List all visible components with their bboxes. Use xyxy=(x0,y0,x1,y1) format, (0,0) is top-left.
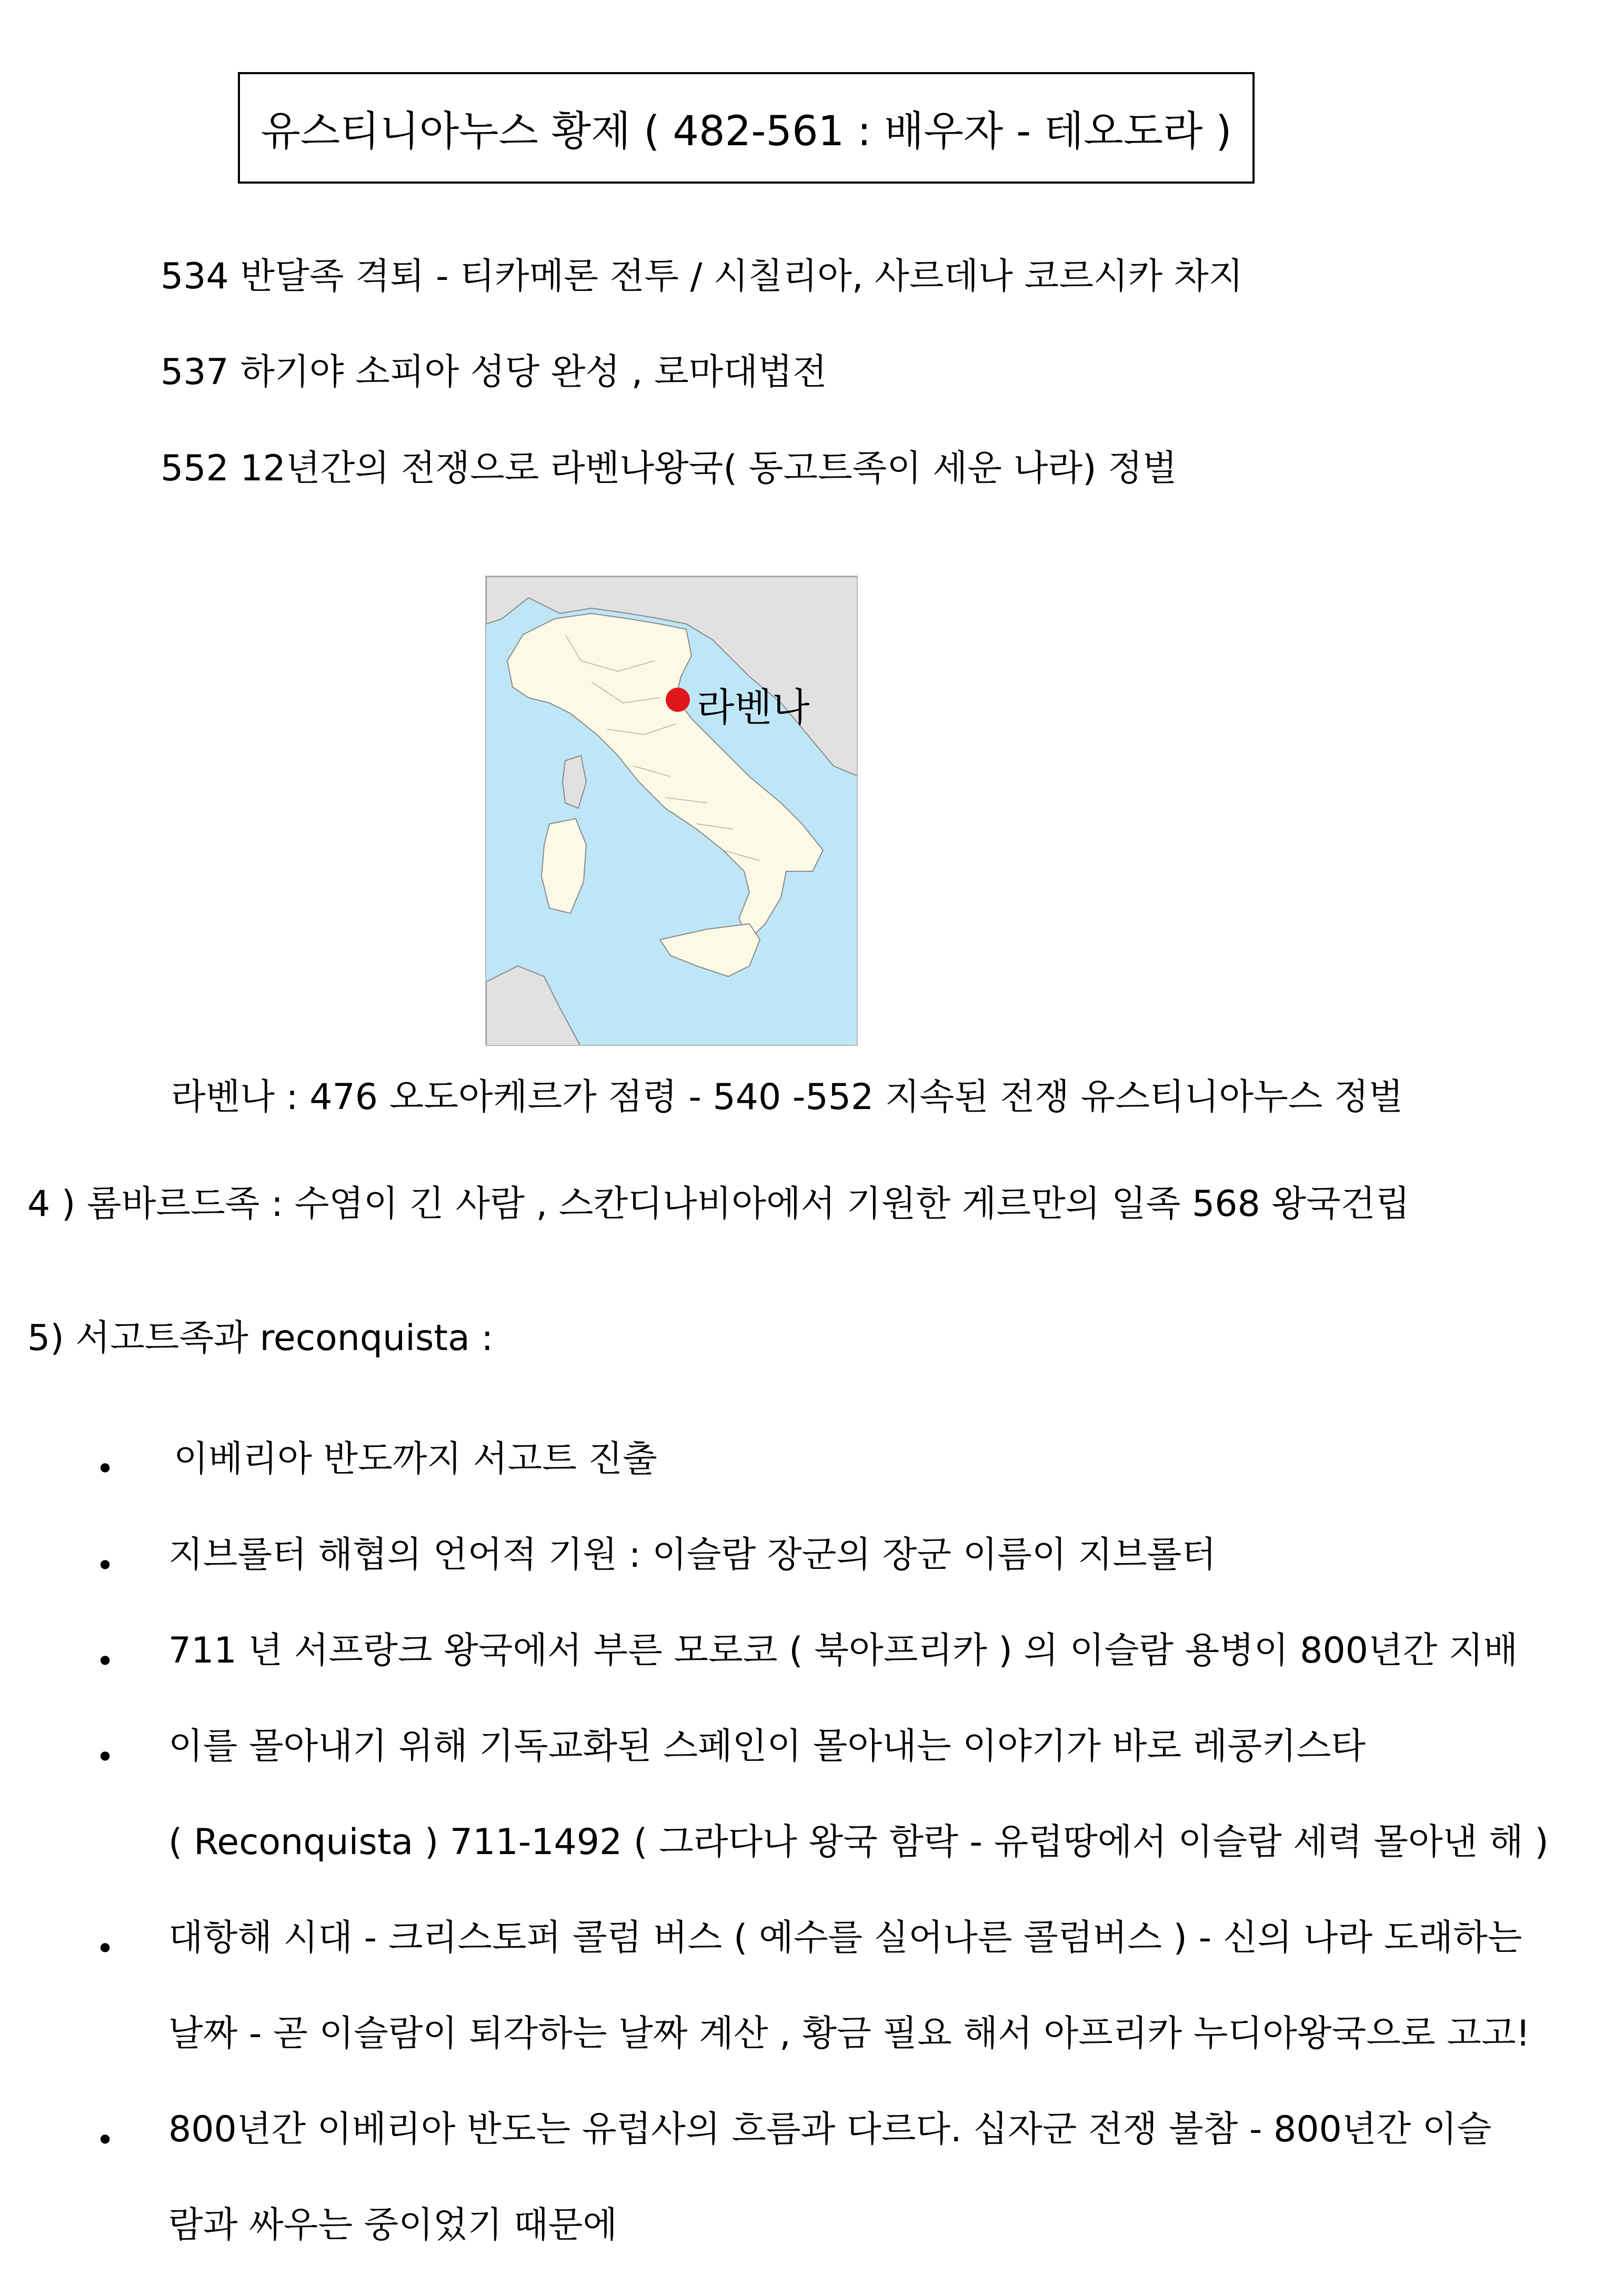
timeline-537: 537 하기야 소피아 성당 완성 , 로마대법전 xyxy=(161,351,827,393)
bullet-continuation: 람과 싸우는 중이었기 때문에 xyxy=(168,2204,618,2246)
section-4-lombards: 4 ) 롬바르드족 : 수염이 긴 사람 , 스칸디나비아에서 기원한 게르만의 일족 568 왕국건립 xyxy=(27,1183,1410,1225)
timeline-552: 552 12년간의 전쟁으로 라벤나왕국( 동고트족이 세운 나라) 정벌 xyxy=(161,448,1177,489)
sardinia-island xyxy=(542,819,586,913)
bullet-item: 711 년 서프랑크 왕국에서 부른 모로코 ( 북아프리카 ) 의 이슬람 용병이 800년간 지배 xyxy=(168,1630,1518,1671)
bullet-dot: • xyxy=(96,1643,115,1680)
italy-map-drawing xyxy=(486,577,858,1046)
bullet-item: 800년간 이베리아 반도는 유럽사의 흐름과 다르다. 십자군 전쟁 불참 - 800년간 이슬 xyxy=(168,2109,1492,2150)
bullet-item: 이베리아 반도까지 서고트 진출 xyxy=(174,1438,657,1480)
corsica-island xyxy=(563,756,586,808)
page-title: 유스티니아누스 황제 ( 482-561 : 배우자 - 테오도라 ) xyxy=(238,72,1255,184)
bullet-item: 지브롤터 해협의 언어적 기원 : 이슬람 장군의 장군 이름이 지브롤터 xyxy=(168,1534,1217,1576)
bullet-dot: • xyxy=(96,1739,115,1776)
bullet-continuation: 날짜 - 곧 이슬람이 퇴각하는 날짜 계산 , 황금 필요 해서 아프리카 누디아왕국으로 고고! xyxy=(168,2013,1530,2055)
bullet-dot: • xyxy=(96,1930,115,1967)
bullet-dot: • xyxy=(96,1451,115,1487)
bullet-item: 대항해 시대 - 크리스토퍼 콜럼 버스 ( 예수를 실어나른 콜럼버스 ) - 신의 나라 도래하는 xyxy=(168,1917,1522,1959)
bullet-continuation: ( Reconquista ) 711-1492 ( 그라다나 왕국 함락 - 유럽땅에서 이슬람 세력 몰아낸 해 ) xyxy=(168,1821,1549,1863)
bullet-item: 이를 몰아내기 위해 기독교화된 스페인이 몰아내는 이야기가 바로 레콩키스타 xyxy=(168,1726,1366,1767)
foreign-land-south xyxy=(486,966,581,1046)
timeline-534: 534 반달족 격퇴 - 티카메론 전투 / 시칠리아, 사르데나 코르시카 차지 xyxy=(161,256,1244,297)
bullet-dot: • xyxy=(96,2122,115,2159)
ravenna-history: 라벤나 : 476 오도아케르가 점령 - 540 -552 지속된 전쟁 유스티니아누스 정벌 xyxy=(171,1076,1404,1118)
bullet-dot: • xyxy=(96,1547,115,1584)
ravenna-marker xyxy=(666,688,690,712)
sicily-island xyxy=(660,924,760,976)
ravenna-label: 라벤나 xyxy=(697,685,810,730)
section-5-heading: 5) 서고트족과 reconquista : xyxy=(27,1317,494,1359)
italy-map xyxy=(485,576,858,1046)
